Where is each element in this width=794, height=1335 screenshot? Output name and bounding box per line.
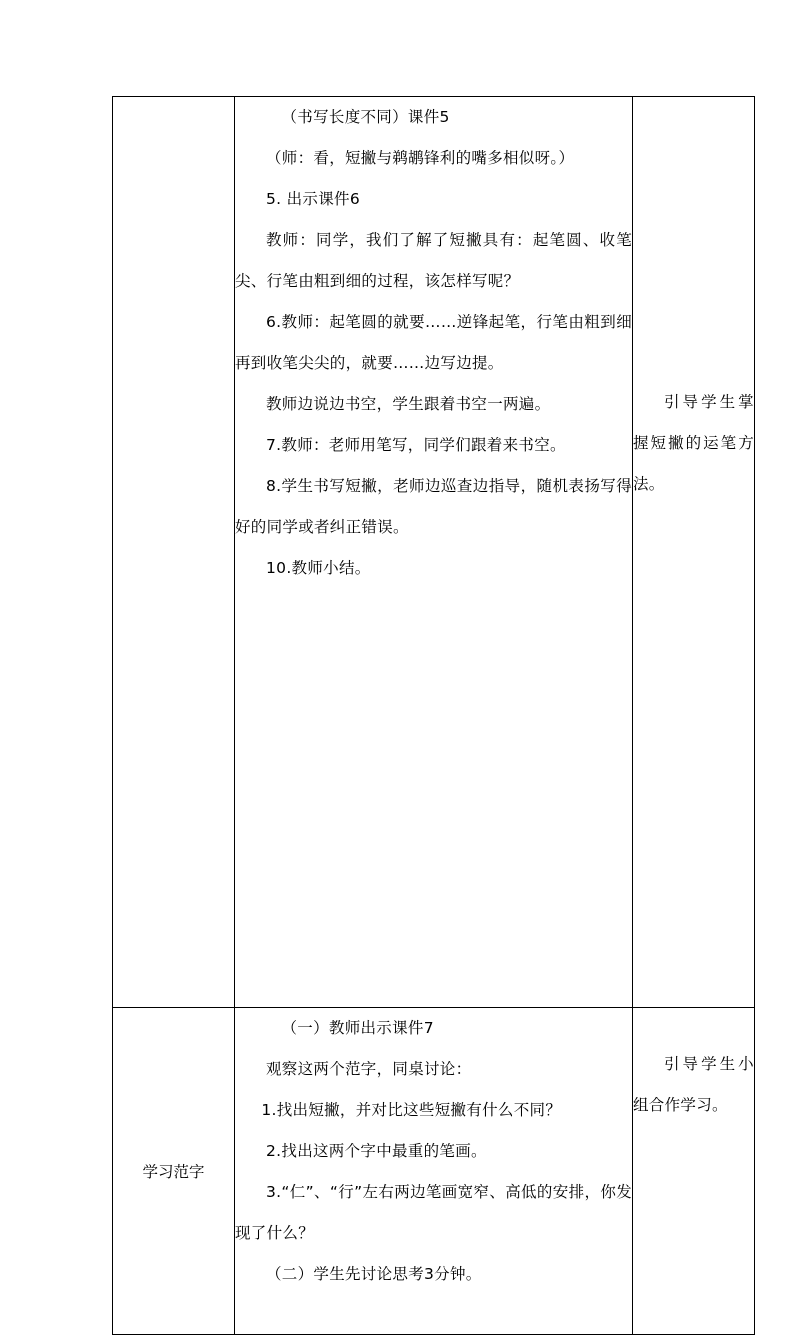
activity-line: （二）学生先讨论思考3分钟。 xyxy=(266,1265,482,1283)
activity-line: 8.学生书写短撇，老师边巡查边指导，随机表扬写得好的同学或者纠正错误。 xyxy=(235,477,632,536)
purpose-text: 引导学生掌握短撇的运笔方法。 xyxy=(633,393,754,493)
activity-line: 7.教师：老师用笔写，同学们跟着来书空。 xyxy=(266,436,566,454)
activity-line: 1.找出短撇，并对比这些短撇有什么不同？ xyxy=(261,1101,562,1119)
stage-cell xyxy=(113,1008,235,1335)
purpose-text: 引导学生小组合作学习。 xyxy=(633,1055,754,1114)
purpose-cell xyxy=(633,1008,755,1335)
lesson-plan-table xyxy=(112,96,755,1335)
activity-line: 6.教师：起笔圆的就要……逆锋起笔，行笔由粗到细再到收笔尖尖的，就要……边写边提。 xyxy=(235,313,632,372)
activity-cell xyxy=(235,97,633,1008)
activity-line: （一）教师出示课件7 xyxy=(281,1019,434,1037)
activity-line: （师：看，短撇与鹈鹕锋利的嘴多相似呀。） xyxy=(266,149,575,167)
activity-line: 5. 出示课件6 xyxy=(266,190,360,208)
table-row xyxy=(113,97,755,1008)
stage-cell xyxy=(113,97,235,1008)
activity-cell xyxy=(235,1008,633,1335)
table-row xyxy=(113,1008,755,1335)
activity-line: 观察这两个范字，同桌讨论： xyxy=(266,1060,472,1078)
activity-line: （书写长度不同）课件5 xyxy=(281,108,450,126)
purpose-cell xyxy=(633,97,755,1008)
activity-line: 教师边说边书空，学生跟着书空一两遍。 xyxy=(266,395,551,413)
activity-line: 3.“仁”、“行”左右两边笔画宽窄、高低的安排，你发现了什么？ xyxy=(235,1183,632,1242)
activity-line: 教师：同学，我们了解了短撇具有：起笔圆、收笔尖、行笔由粗到细的过程，该怎样写呢？ xyxy=(235,231,632,290)
activity-line: 2.找出这两个字中最重的笔画。 xyxy=(266,1142,487,1160)
activity-line: 10.教师小结。 xyxy=(266,559,371,577)
stage-label: 学习范字 xyxy=(142,1163,205,1181)
